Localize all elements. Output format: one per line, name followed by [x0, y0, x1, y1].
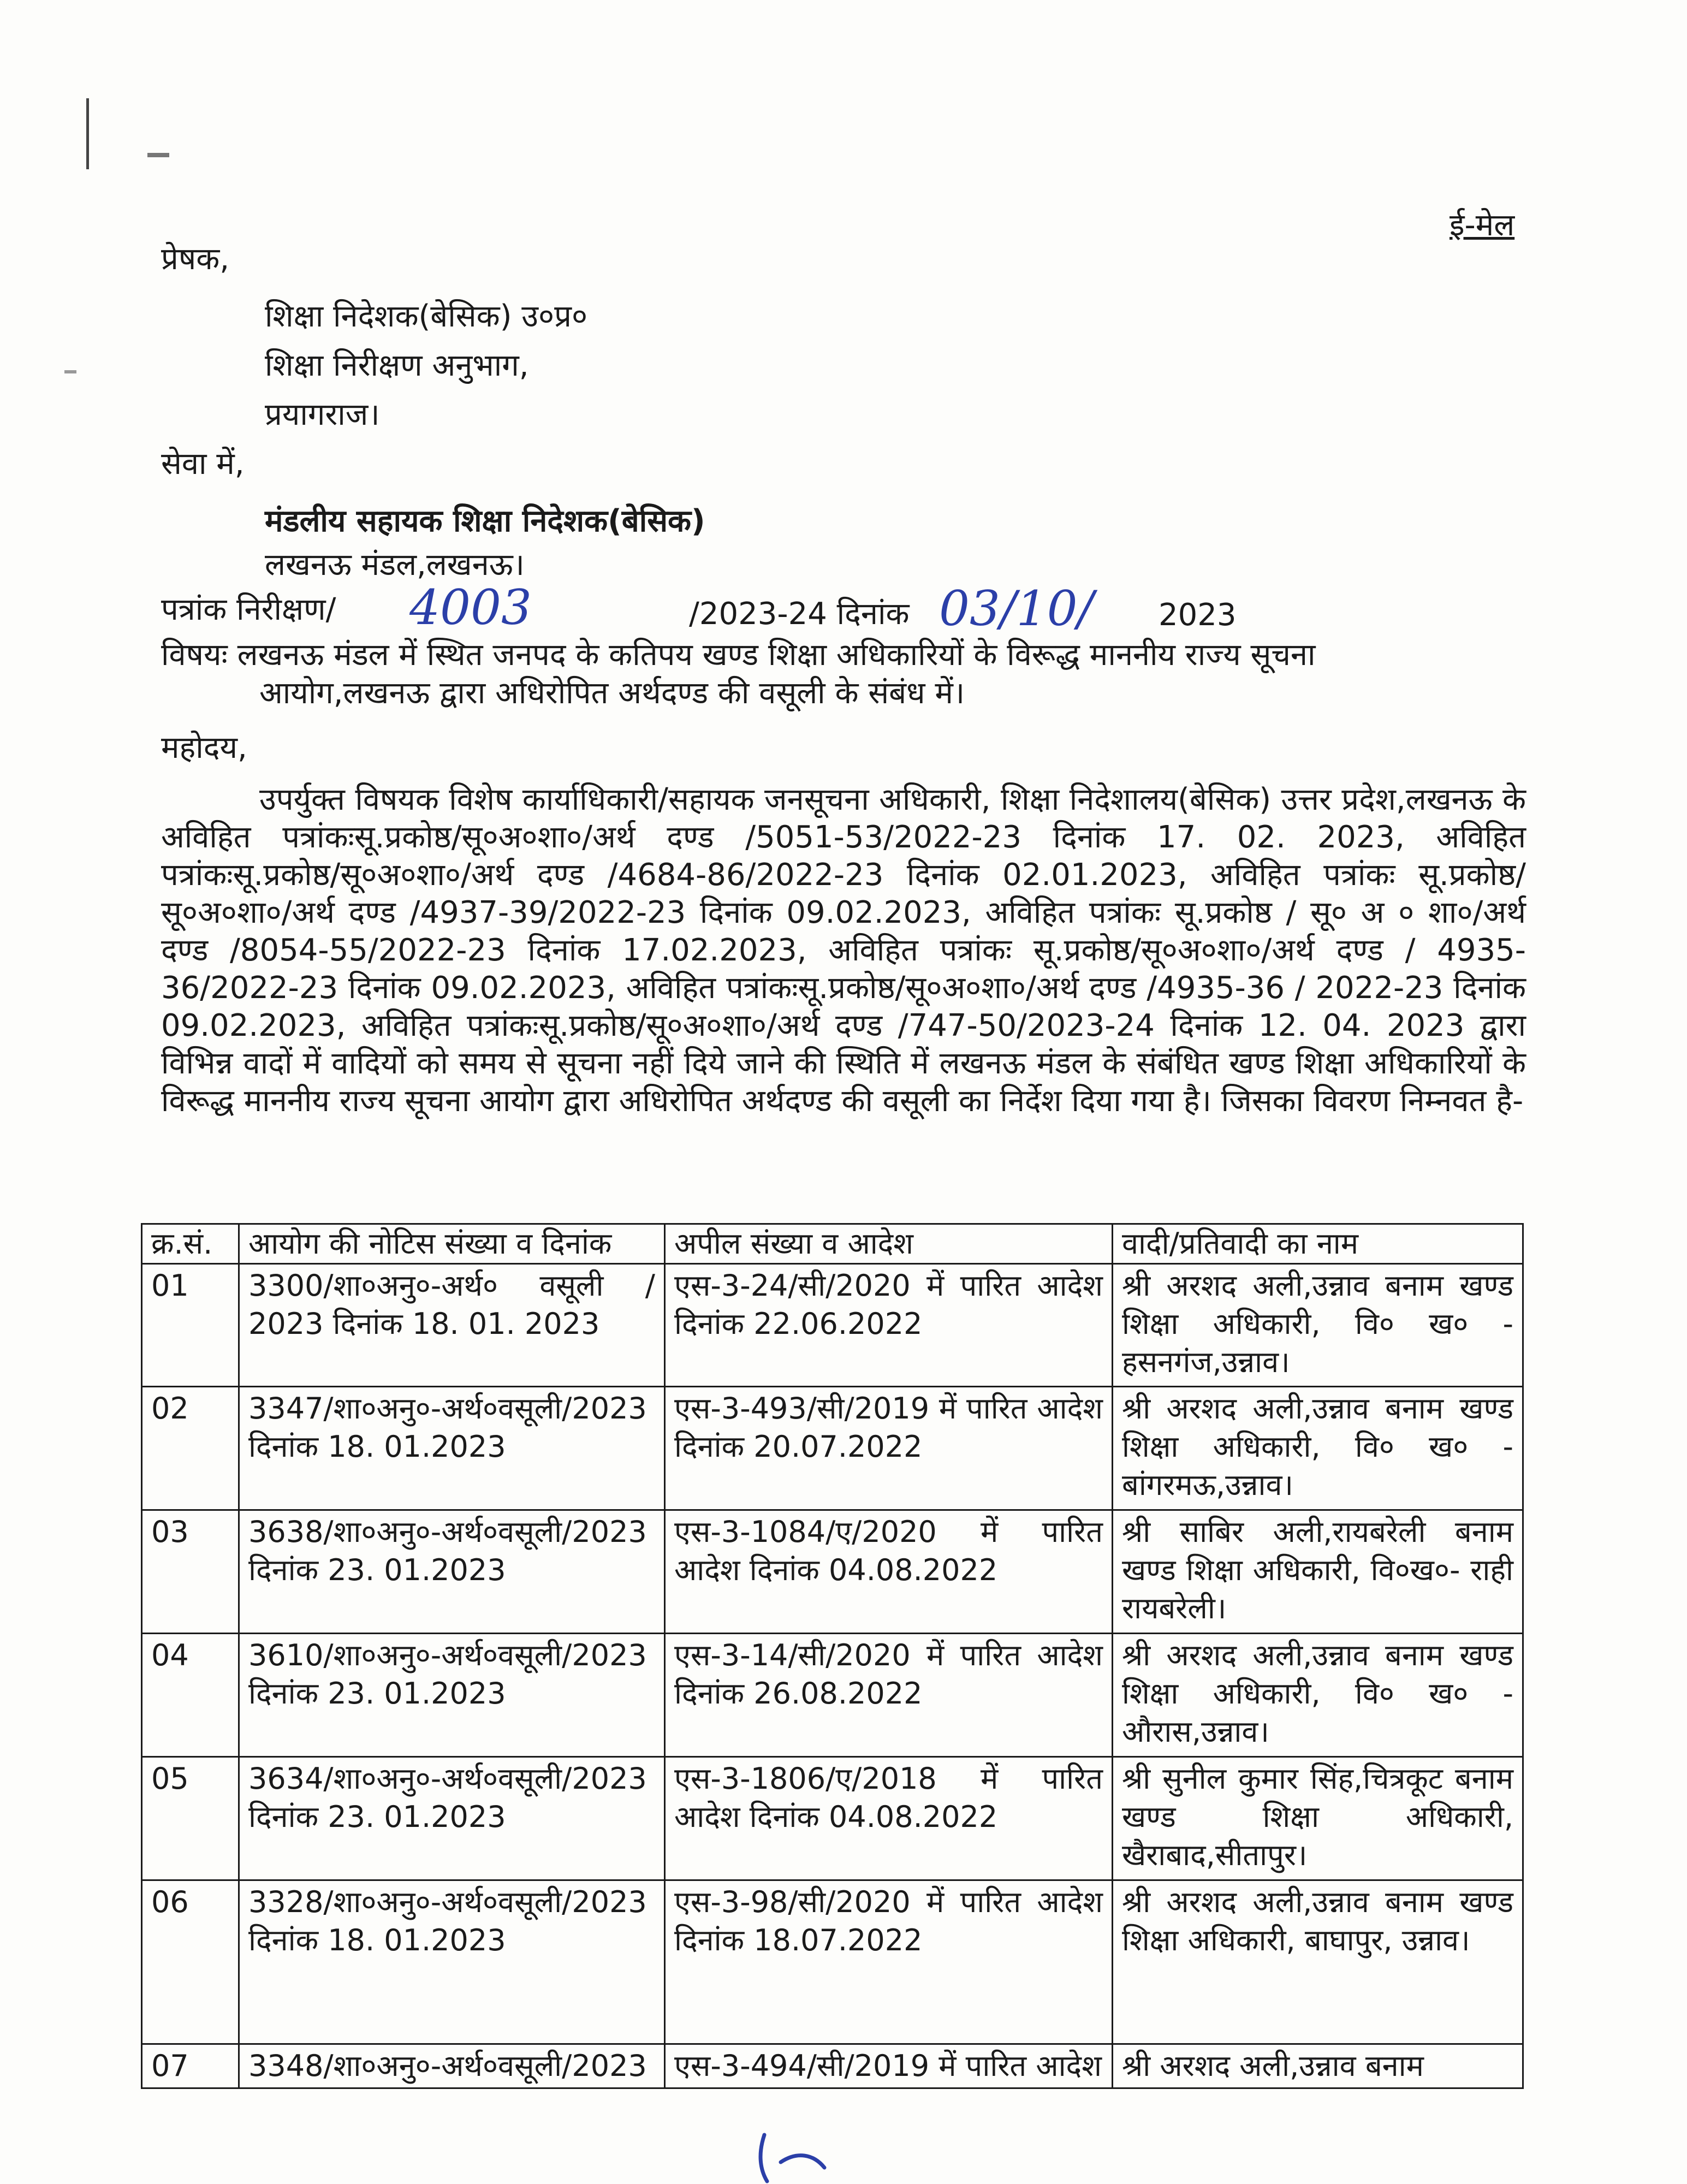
appeal-cell: एस-3-1806/ए/2018 में पारित आदेश दिनांक 04.08.2022 — [665, 1757, 1113, 1880]
notice-cell: 3634/शा०अनु०-अर्थ०वसूली/2023 दिनांक 23. 01.2023 — [239, 1757, 665, 1880]
header-notice: आयोग की नोटिस संख्या व दिनांक — [239, 1224, 665, 1264]
sender-line-2: शिक्षा निरीक्षण अनुभाग, — [265, 348, 529, 383]
appeal-cell: एस-3-1084/ए/2020 में पारित आदेश दिनांक 04.08.2022 — [665, 1510, 1113, 1634]
handwritten-reference-number: 4003 — [409, 579, 532, 636]
details-table — [141, 1223, 1524, 2089]
serial-cell: 01 — [142, 1264, 239, 1387]
serial-cell: 06 — [142, 1880, 239, 2044]
table-row — [142, 1264, 1523, 1387]
subject-line-2: आयोग,लखनऊ द्वारा अधिरोपित अर्थदण्ड की वसूली के संबंध में। — [259, 675, 965, 711]
appeal-cell: एस-3-493/सी/2019 में पारित आदेश दिनांक 20.07.2022 — [665, 1387, 1113, 1510]
scan-margin-mark — [86, 98, 89, 169]
body-paragraph: उपर्युक्त विषयक विशेष कार्याधिकारी/सहायक जनसूचना अधिकारी, शिक्षा निदेशालय(बेसिक) उत्तर प्रदेश,लखनऊ के अविहित पत्रांकःसू.प्रकोष्ठ/सू०अ०शा०/अर्थ दण्ड /5051-53/2022-23 दिनांक 17. 02. 2023, अविहित पत्रांकःसू.प्रकोष्ठ/सू०अ०शा०/अर्थ दण्ड /4684-86/2022-23 दिनांक 02.01.2023, अविहित पत्रांकः सू.प्रकोष्ठ/सू०अ०शा०/अर्थ दण्ड /4937-39/2022-23 दिनांक 09.02.2023, अविहित पत्रांकः सू.प्रकोष्ठ / सू० अ ० शा०/अर्थ दण्ड /8054-55/2022-23 दिनांक 17.02.2023, अविहित पत्रांकः सू.प्रकोष्ठ/सू०अ०शा०/अर्थ दण्ड / 4935-36/2022-23 दिनांक 09.02.2023, अविहित पत्रांकःसू.प्रकोष्ठ/सू०अ०शा०/अर्थ दण्ड /4935-36 / 2022-23 दिनांक 09.02.2023, अविहित पत्रांकःसू.प्रकोष्ठ/सू०अ०शा०/अर्थ दण्ड /747-50/2023-24 दिनांक 12. 04. 2023 द्वारा विभिन्न वादों में वादियों को समय से सूचना नहीं दिये जाने की स्थिति में लखनऊ मंडल के संबंधित खण्ड शिक्षा अधिकारियों के विरूद्ध माननीय राज्य सूचना आयोग द्वारा अधिरोपित अर्थदण्ड की वसूली का निर्देश दिया गया है। जिसका विवरण निम्नवत है- — [161, 782, 1526, 1119]
table-row — [142, 1757, 1523, 1880]
sender-line-1: शिक्षा निदेशक(बेसिक) उ०प्र० — [265, 299, 588, 334]
recipient-line-1: मंडलीय सहायक शिक्षा निदेशक(बेसिक) — [265, 503, 705, 539]
header-serial: क्र.सं. — [142, 1224, 239, 1264]
table-header-row — [142, 1224, 1523, 1264]
sender-label: प्रेषक, — [161, 241, 230, 277]
reference-session: /2023-24 दिनांक — [689, 596, 910, 632]
subject-line-1: विषयः लखनऊ मंडल में स्थित जनपद के कतिपय खण्ड शिक्षा अधिकारियों के विरूद्ध माननीय राज्य सूचना — [161, 637, 1316, 673]
header-parties: वादी/प्रतिवादी का नाम — [1113, 1224, 1523, 1264]
notice-cell: 3610/शा०अनु०-अर्थ०वसूली/2023 दिनांक 23. 01.2023 — [239, 1634, 665, 1757]
notice-cell: 3638/शा०अनु०-अर्थ०वसूली/2023 दिनांक 23. 01.2023 — [239, 1510, 665, 1634]
table-row — [142, 1634, 1523, 1757]
recipient-label: सेवा में, — [161, 446, 245, 482]
scan-speck — [64, 370, 76, 373]
parties-cell: श्री अरशद अली,उन्नाव बनाम खण्ड शिक्षा अधिकारी, बाघापुर, उन्नाव। — [1113, 1880, 1523, 2044]
serial-cell: 03 — [142, 1510, 239, 1634]
appeal-cell: एस-3-98/सी/2020 में पारित आदेश दिनांक 18.07.2022 — [665, 1880, 1113, 2044]
table-row — [142, 1387, 1523, 1510]
parties-cell: श्री सुनील कुमार सिंह,चित्रकूट बनाम खण्ड शिक्षा अधिकारी, खैराबाद,सीतापुर। — [1113, 1757, 1523, 1880]
serial-cell: 02 — [142, 1387, 239, 1510]
notice-cell: 3348/शा०अनु०-अर्थ०वसूली/2023 — [239, 2044, 665, 2088]
table-row — [142, 2044, 1523, 2088]
email-label: ई-मेल — [1450, 207, 1515, 243]
header-appeal: अपील संख्या व आदेश — [665, 1224, 1113, 1264]
table-row — [142, 1880, 1523, 2044]
appeal-cell: एस-3-494/सी/2019 में पारित आदेश — [665, 2044, 1113, 2088]
scan-speck — [147, 153, 169, 157]
reference-year: 2023 — [1159, 597, 1237, 633]
appeal-cell: एस-3-24/सी/2020 में पारित आदेश दिनांक 22.06.2022 — [665, 1264, 1113, 1387]
signature-mark — [742, 2129, 874, 2184]
serial-cell: 07 — [142, 2044, 239, 2088]
subject — [161, 636, 1526, 713]
parties-cell: श्री साबिर अली,रायबरेली बनाम खण्ड शिक्षा अधिकारी, वि०ख०- राही रायबरेली। — [1113, 1510, 1523, 1634]
table-row — [142, 1510, 1523, 1634]
handwritten-date: 03/10/ — [939, 580, 1094, 637]
appeal-cell: एस-3-14/सी/2020 में पारित आदेश दिनांक 26.08.2022 — [665, 1634, 1113, 1757]
parties-cell: श्री अरशद अली,उन्नाव बनाम खण्ड शिक्षा अधिकारी, वि० ख० - बांगरमऊ,उन्नाव। — [1113, 1387, 1523, 1510]
parties-cell: श्री अरशद अली,उन्नाव बनाम खण्ड शिक्षा अधिकारी, वि० ख० - औरास,उन्नाव। — [1113, 1634, 1523, 1757]
reference-prefix: पत्रांक निरीक्षण/ — [161, 592, 336, 627]
notice-cell: 3347/शा०अनु०-अर्थ०वसूली/2023 दिनांक 18. 01.2023 — [239, 1387, 665, 1510]
parties-cell: श्री अरशद अली,उन्नाव बनाम — [1113, 2044, 1523, 2088]
parties-cell: श्री अरशद अली,उन्नाव बनाम खण्ड शिक्षा अधिकारी, वि० ख० - हसनगंज,उन्नाव। — [1113, 1264, 1523, 1387]
sender-line-3: प्रयागराज। — [265, 397, 380, 432]
notice-cell: 3328/शा०अनु०-अर्थ०वसूली/2023 दिनांक 18. 01.2023 — [239, 1880, 665, 2044]
serial-cell: 04 — [142, 1634, 239, 1757]
notice-cell: 3300/शा०अनु०-अर्थ० वसूली / 2023 दिनांक 18. 01. 2023 — [239, 1264, 665, 1387]
salutation: महोदय, — [161, 730, 247, 765]
recipient-line-2: लखनऊ मंडल,लखनऊ। — [265, 547, 525, 583]
serial-cell: 05 — [142, 1757, 239, 1880]
